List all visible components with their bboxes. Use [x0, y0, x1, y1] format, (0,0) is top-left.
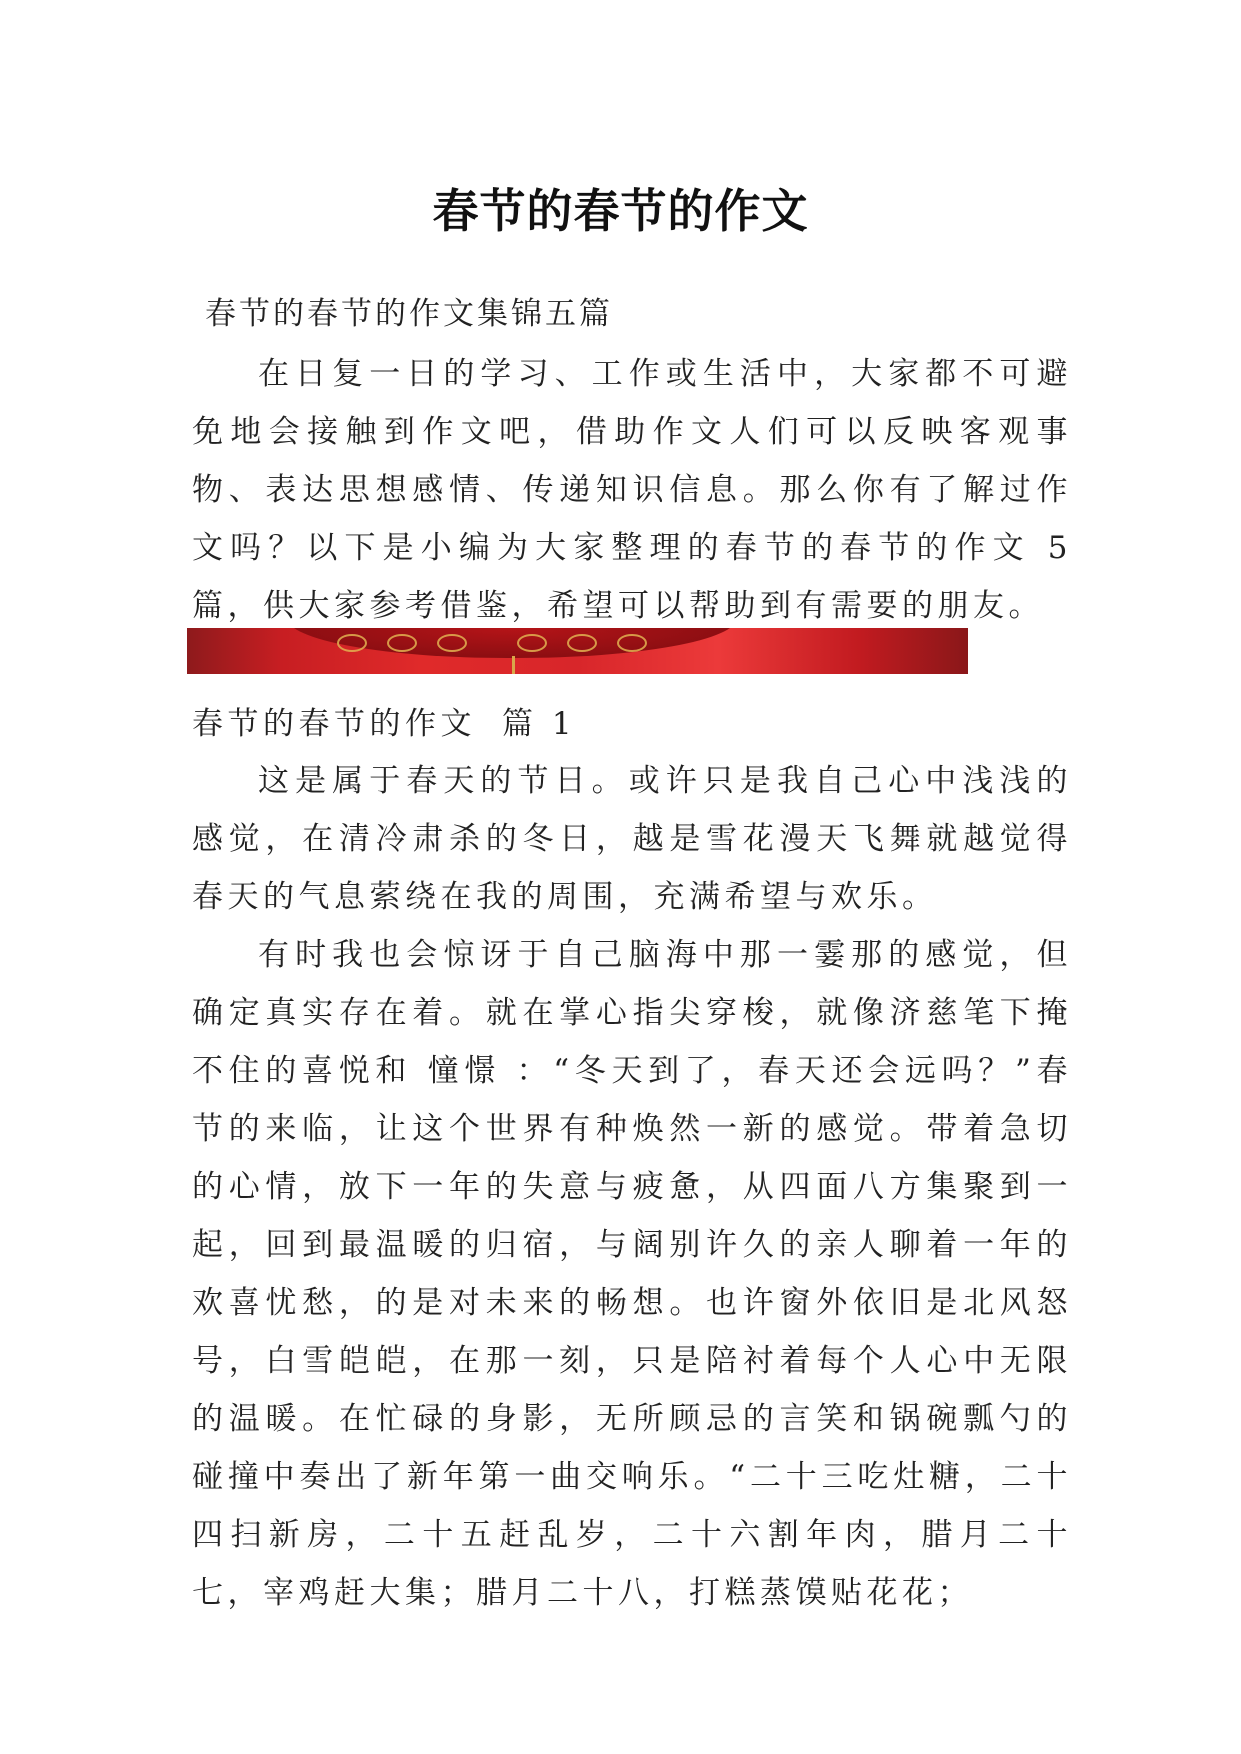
section-number: 篇 1 — [502, 706, 577, 742]
intro-paragraph: 在日复一日的学习、工作或生活中，大家都不可避免地会接触到作文吧，借助作文人们可以反映客观事物、表达思想感情、传递知识信息。那么你有了解过作文吗？以下是小编为大家整理的春节的春节的作文 5 篇，供大家参考借鉴，希望可以帮助到有需要的朋友。 — [192, 356, 1072, 624]
section-title: 春节的春节的作文 — [192, 706, 476, 742]
body-paragraph: 这是属于春天的节日。或许只是我自己心中浅浅的感觉，在清冷肃杀的冬日，越是雪花漫天飞舞就越觉得春天的气息萦绕在我的周围，充满希望与欢乐。 — [192, 763, 1072, 915]
gold-pattern-icon — [567, 634, 597, 652]
gold-pattern-icon — [337, 634, 367, 652]
body-paragraph: 有时我也会惊讶于自己脑海中那一霎那的感觉，但确定真实存在着。就在掌心指尖穿梭，就像济慈笔下掩不住的喜悦和 憧憬 ：“冬天到了，春天还会远吗？”春节的来临，让这个世界有种焕然一新的感觉。带着急切的心情，放下一年的失意与疲惫，从四面八方集聚到一起，回到最温暖的归宿，与阔别许久的亲人聊着一年的欢喜忧愁，的是对未来的畅想。也许窗外依旧是北风怒号，白雪皑皑，在那一刻，只是陪衬着每个人心中无限的温暖。在忙碌的身影，无所顾忌的言笑和锅碗瓢勺的碰撞中奏出了新年第一曲交响乐。“二十三吃灶糖，二十四扫新房，二十五赶乱岁，二十六割年肉，腊月二十七，宰鸡赶大集；腊月二十八，打糕蒸馍贴花花； — [192, 937, 1072, 1611]
section-heading — [192, 702, 576, 746]
lantern-banner-image — [187, 628, 968, 674]
page-title: 春节的春节的作文 — [432, 183, 809, 238]
gold-pattern-icon — [387, 634, 417, 652]
gold-pattern-icon — [437, 634, 467, 652]
document-subtitle: 春节的春节的作文集锦五篇 — [205, 296, 613, 332]
gold-pattern-icon — [517, 634, 547, 652]
lantern-cord — [512, 656, 515, 674]
gold-pattern-icon — [617, 634, 647, 652]
